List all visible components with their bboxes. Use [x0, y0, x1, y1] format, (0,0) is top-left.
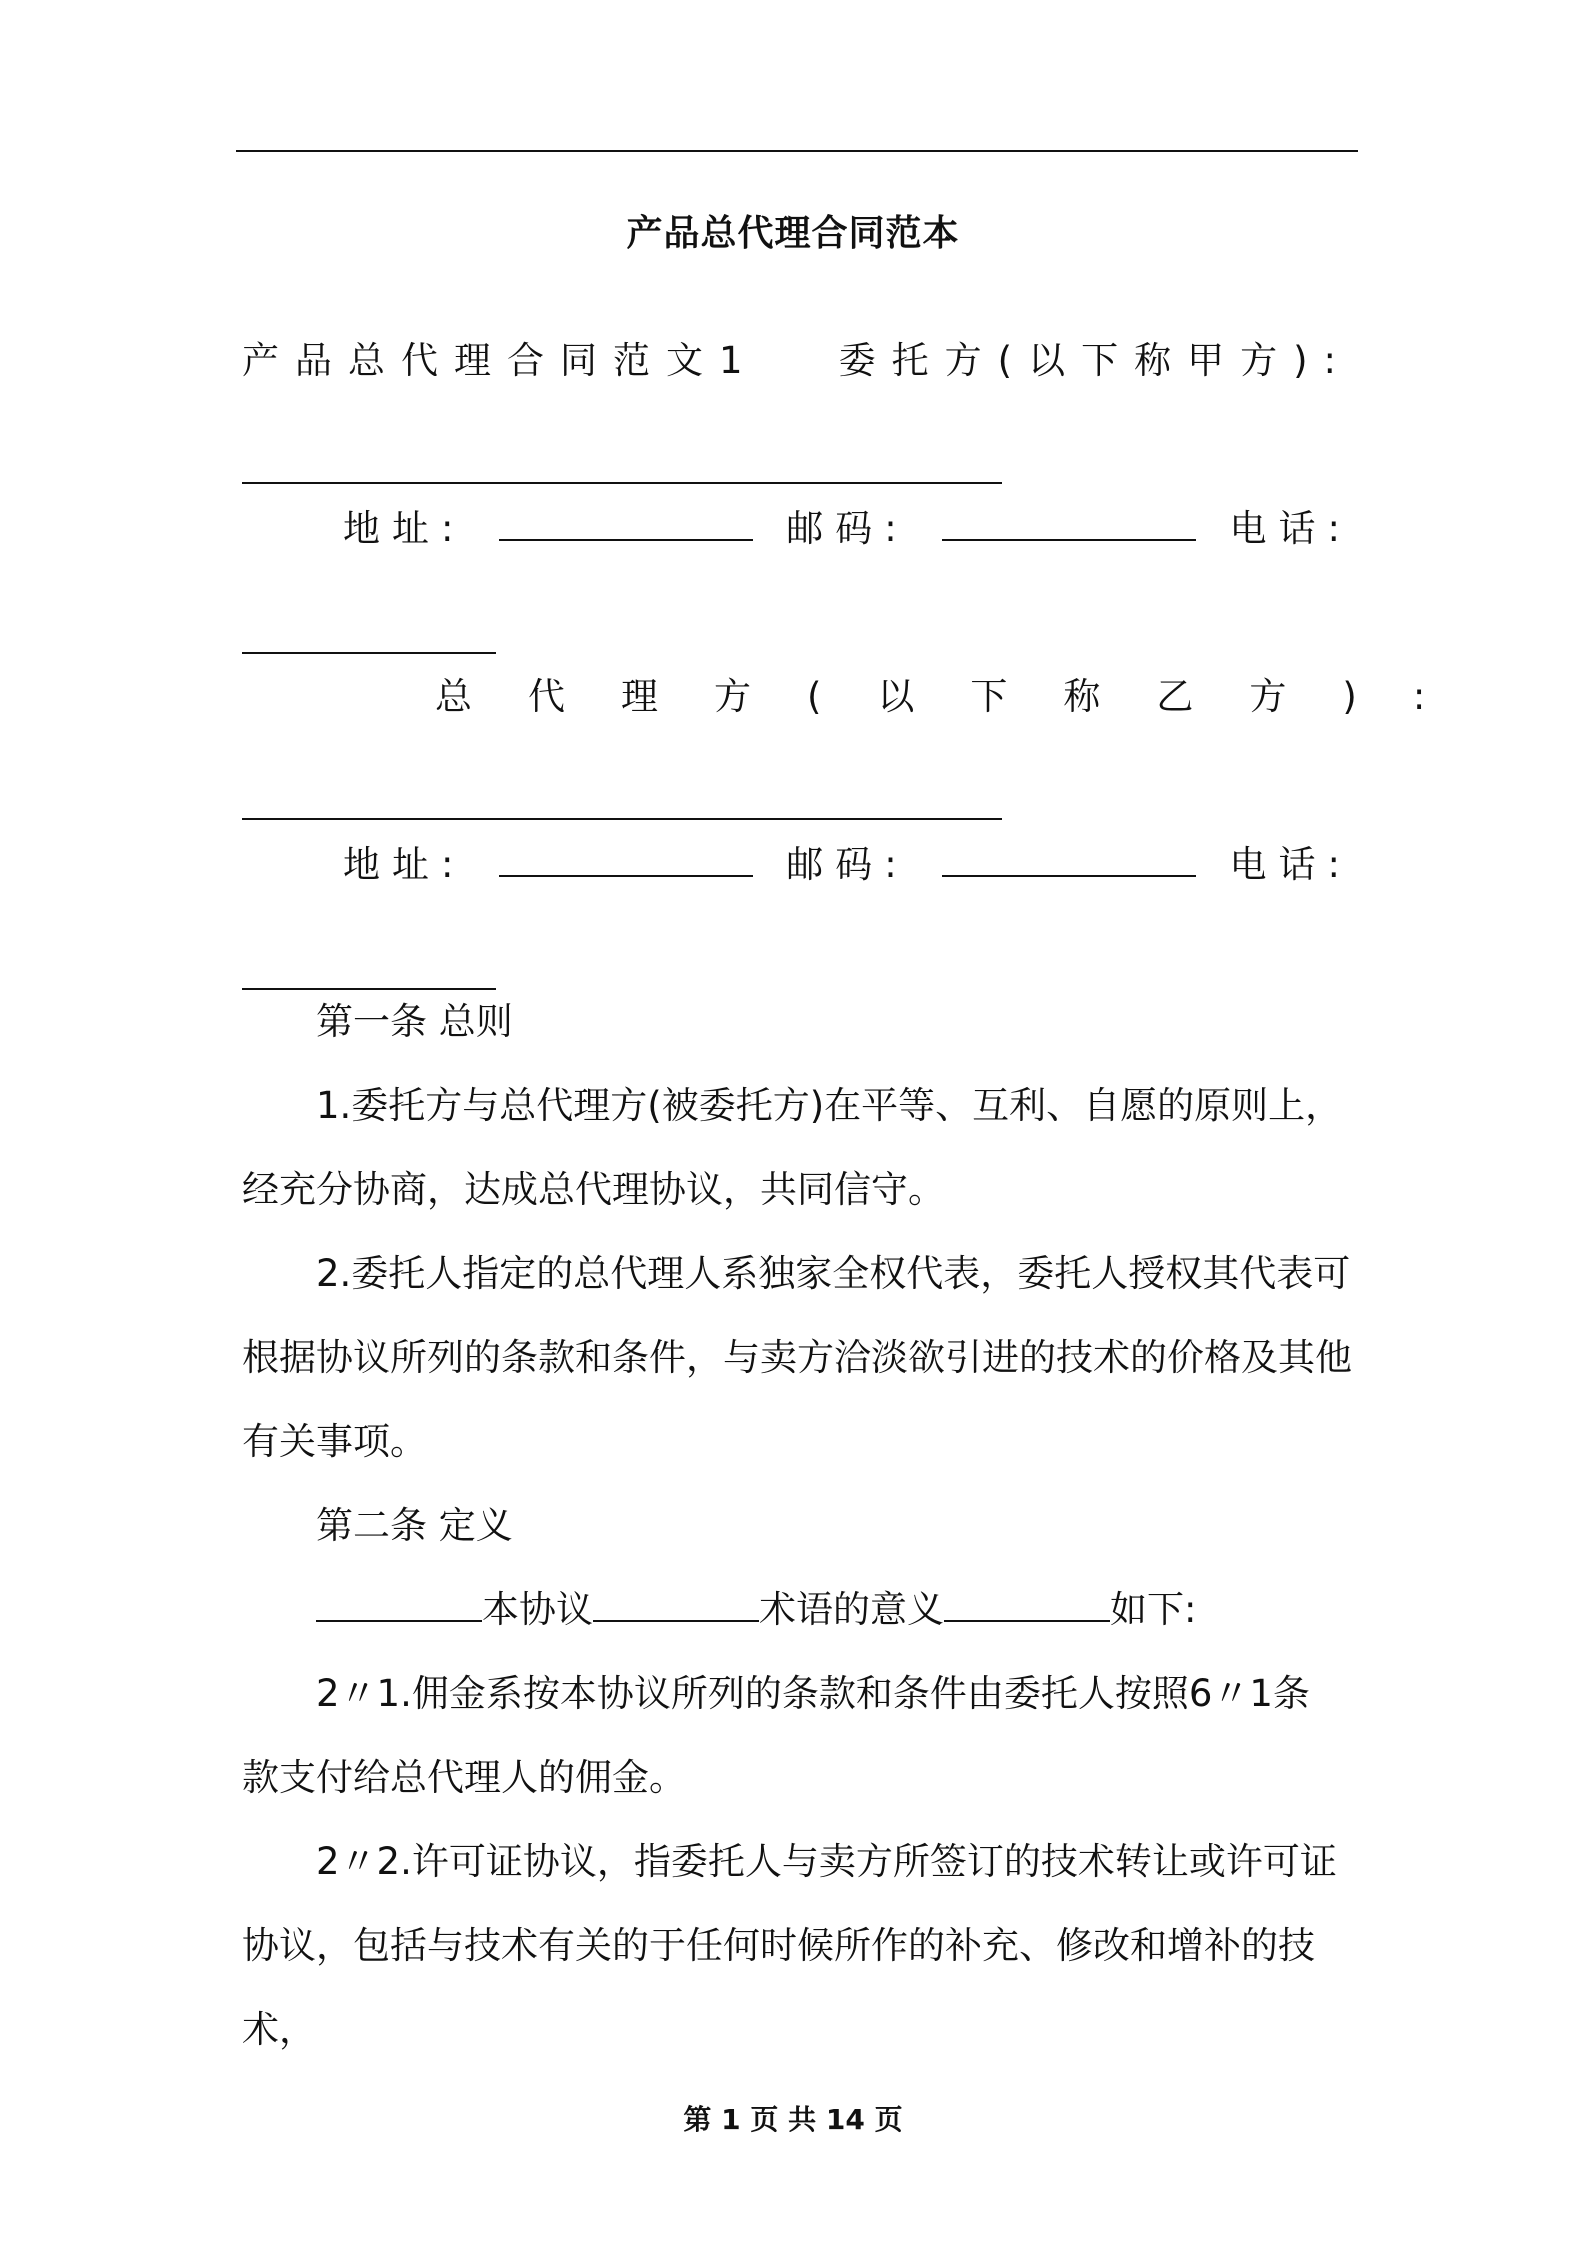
party-a-phone-blank[interactable]	[242, 652, 496, 654]
paragraph-4-line-1: 2〃2.许可证协议，指委托人与卖方所签订的技术转让或许可证	[316, 1840, 1337, 1883]
party-b-label: 总代理方(以下称乙方):	[435, 675, 1482, 718]
party-a-label: 委托方(以下称甲方):	[838, 339, 1352, 382]
party-b-phone-label: 电话:	[1229, 843, 1352, 886]
paragraph-4-line-2: 协议，包括与技术有关的于任何时候所作的补充、修改和增补的技术，	[242, 1924, 1315, 2051]
party-b-postcode-blank[interactable]	[942, 875, 1196, 877]
party-b-line	[435, 666, 1482, 720]
party-a-contact-row	[343, 498, 1352, 552]
party-a-address-blank[interactable]	[499, 539, 753, 541]
party-a-address-label: 地址:	[343, 507, 466, 550]
article-1-heading: 第一条 总则	[316, 1000, 513, 1043]
header-rule	[236, 150, 1358, 152]
intro-line	[242, 330, 1352, 384]
party-b-address-blank[interactable]	[499, 875, 753, 877]
paragraph-2	[242, 1232, 1354, 1484]
definition-blank-3[interactable]	[944, 1620, 1110, 1622]
party-b-postcode-label: 邮码:	[786, 843, 909, 886]
party-a-name-blank-row	[242, 450, 1352, 493]
article-2-heading: 第二条 定义	[316, 1504, 513, 1547]
paragraph-2-line-2: 根据协议所列的条款和条件，与卖方洽淡欲引进的技术的价格及其他	[242, 1336, 1352, 1379]
party-b-name-blank[interactable]	[242, 818, 1002, 820]
document-title: 产品总代理合同范本	[626, 213, 960, 254]
page-number: 第 1 页 共 14 页	[683, 2103, 903, 2136]
definition-blank-1[interactable]	[316, 1620, 482, 1622]
definition-blank-2[interactable]	[593, 1620, 759, 1622]
paragraph-1	[242, 1064, 1354, 1232]
definition-word-2: 术语的意义	[759, 1588, 944, 1631]
party-a-postcode-blank[interactable]	[942, 539, 1196, 541]
party-a-postcode-label: 邮码:	[786, 507, 909, 550]
party-b-address-label: 地址:	[343, 843, 466, 886]
paragraph-4	[242, 1820, 1354, 2072]
party-a-phone-blank-row	[242, 620, 1352, 663]
definition-word-3: 如下:	[1110, 1588, 1197, 1631]
paragraph-1-line-2: 经充分协商，达成总代理协议，共同信守。	[242, 1168, 945, 1211]
definition-word-1: 本协议	[482, 1588, 593, 1631]
party-a-name-blank[interactable]	[242, 482, 1002, 484]
paragraph-2-line-3: 有关事项。	[242, 1420, 427, 1463]
party-a-phone-label: 电话:	[1229, 507, 1352, 550]
paragraph-1-line-1: 1.委托方与总代理方(被委托方)在平等、互利、自愿的原则上，	[316, 1084, 1343, 1127]
paragraph-3	[242, 1652, 1354, 1820]
paragraph-3-line-2: 款支付给总代理人的佣金。	[242, 1756, 686, 1799]
contract-sample-label: 产品总代理合同范文1	[242, 339, 759, 382]
party-b-name-blank-row	[242, 786, 1352, 829]
party-b-contact-row	[343, 834, 1352, 888]
definition-line	[242, 1568, 1354, 1652]
paragraph-3-line-1: 2〃1.佣金系按本协议所列的条款和条件由委托人按照6〃1条	[316, 1672, 1310, 1715]
paragraph-2-line-1: 2.委托人指定的总代理人系独家全权代表，委托人授权其代表可	[316, 1252, 1351, 1295]
